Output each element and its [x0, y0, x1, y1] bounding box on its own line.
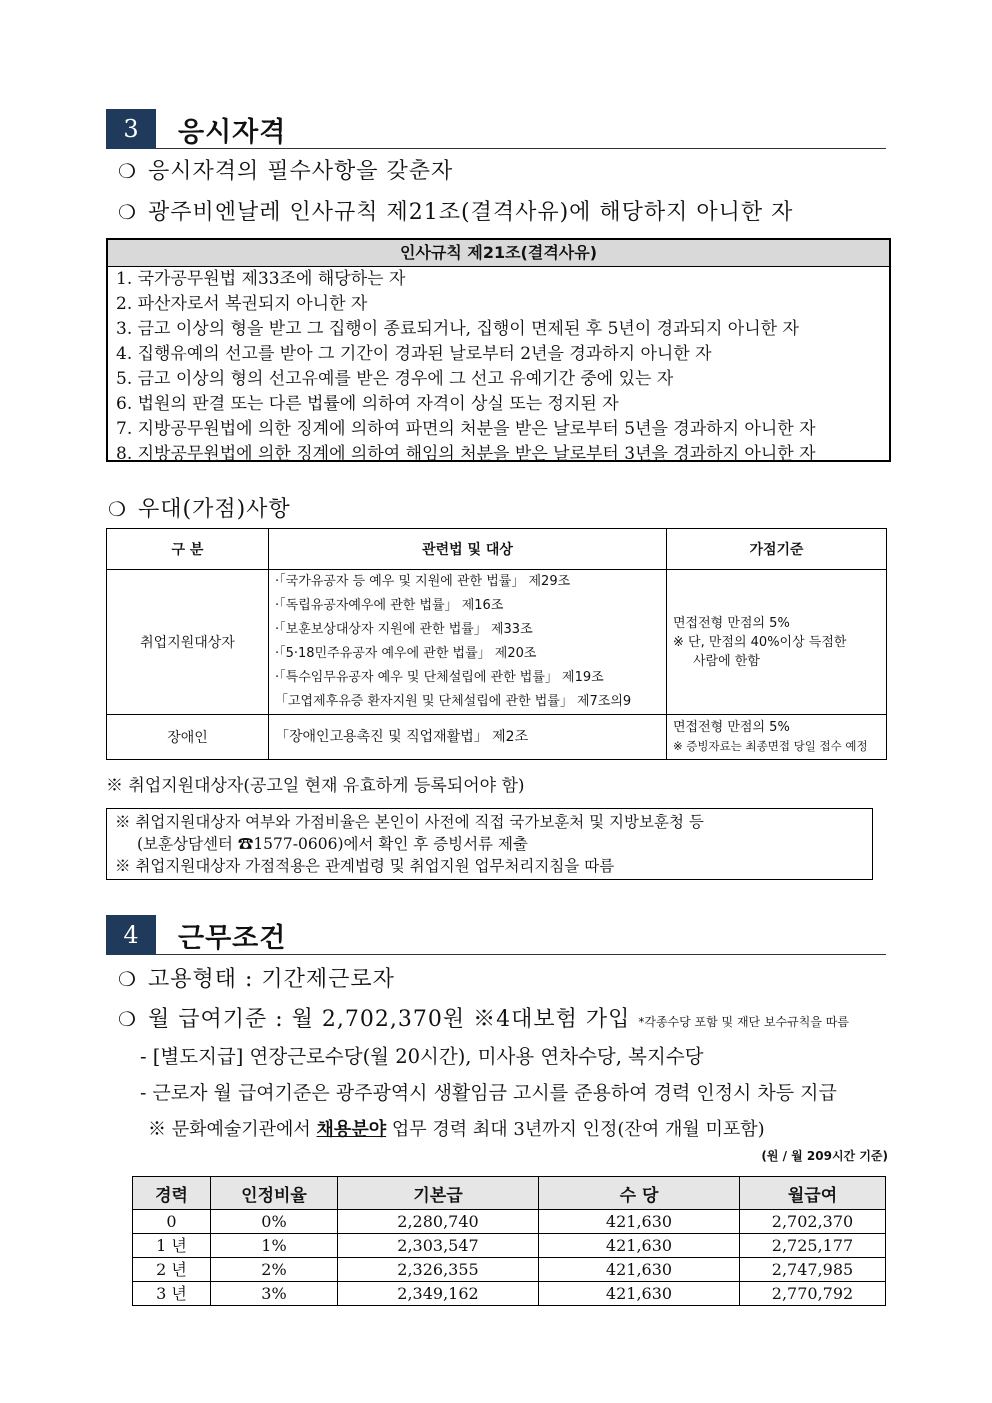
law-line: ·「독립유공자예우에 관한 법률」 제16조	[275, 598, 504, 613]
cell-monthly: 2,702,370	[740, 1210, 886, 1234]
pay-header-base: 기본급	[338, 1177, 539, 1210]
section-3-underline	[156, 148, 886, 149]
table-row	[133, 1282, 886, 1306]
notice-line: (보훈상담센터 ☎1577-0606)에서 확인 후 증빙서류 제출	[137, 835, 528, 853]
salary-bullet	[118, 1002, 849, 1033]
law-line: 「고엽제후유증 환자지원 및 단체설립에 관한 법률」 제7조의9	[275, 694, 632, 709]
standard-note: ※ 증빙자료는 최종면접 당일 접수 예정	[673, 739, 868, 753]
pay-table	[132, 1176, 886, 1306]
section-4-number: 4	[106, 915, 156, 955]
bullet-text: 응시자격의 필수사항을 갖춘자	[148, 159, 454, 184]
cell-ratio: 1%	[211, 1234, 338, 1258]
career-note-before: ※ 문화예술기관에서	[148, 1119, 317, 1140]
cell-monthly: 2,725,177	[740, 1234, 886, 1258]
bullet-circle-icon: ❍	[118, 159, 137, 183]
career-note-line	[148, 1115, 765, 1141]
cell-career: 3 년	[133, 1282, 211, 1306]
notice-line: ※ 취업지원대상자 여부와 가점비율은 본인이 사전에 직접 국가보훈처 및 지방보훈청 등	[115, 813, 704, 831]
salary-text: 월 급여기준 : 월 2,702,370원 ※4대보험 가입	[148, 1007, 631, 1032]
cell-ratio: 3%	[211, 1282, 338, 1306]
salary-small-note: *각종수당 포함 및 재단 보수규칙을 따름	[638, 1015, 849, 1029]
pref-category-disabled: 장애인	[107, 715, 269, 760]
rule-item: 7. 지방공무원법에 의한 징계에 의하여 파면의 처분을 받은 날로부터 5년을 경과하지 아니한 자	[116, 419, 816, 439]
pref-category-veterans: 취업지원대상자	[107, 570, 269, 715]
cell-base: 2,326,355	[338, 1258, 539, 1282]
preference-heading-text: 우대(가점)사항	[138, 497, 291, 522]
pref-header-standard: 가점기준	[667, 529, 887, 570]
law-line: ·「5·18민주유공자 예우에 관한 법률」 제20조	[275, 646, 537, 661]
preference-heading	[108, 492, 291, 523]
standard-text: 면접전형 만점의 5%	[673, 720, 790, 735]
unit-note: (원 / 월 209시간 기준)	[761, 1149, 888, 1163]
cell-monthly: 2,770,792	[740, 1282, 886, 1306]
standard-note: ※ 단, 만점의 40%이상 득점한	[673, 634, 847, 650]
bullet-circle-icon: ❍	[118, 200, 137, 224]
pay-header-allowance: 수 당	[539, 1177, 740, 1210]
cell-ratio: 0%	[211, 1210, 338, 1234]
standard-note: 사람에 한함	[693, 653, 760, 669]
pay-header-career: 경력	[133, 1177, 211, 1210]
cell-base: 2,303,547	[338, 1234, 539, 1258]
law-line: ·「특수임무유공자 예우 및 단체설립에 관한 법률」 제19조	[275, 670, 604, 685]
salary-basis-line: - 근로자 월 급여기준은 광주광역시 생활임금 고시를 준용하여 경력 인정시 차등 지급	[140, 1082, 837, 1104]
employment-type-text: 고용형태 : 기간제근로자	[148, 967, 395, 992]
cell-career: 2 년	[133, 1258, 211, 1282]
standard-text: 면접전형 만점의 5%	[673, 615, 790, 631]
cell-allowance: 421,630	[539, 1210, 740, 1234]
bullet-circle-icon: ❍	[118, 967, 137, 991]
pref-header-category: 구 분	[107, 529, 269, 570]
rules-title: 인사규칙 제21조(결격사유)	[108, 240, 889, 267]
pay-header-monthly: 월급여	[740, 1177, 886, 1210]
career-note-after: 업무 경력 최대 3년까지 인정(잔여 개월 미포함)	[386, 1119, 765, 1140]
pref-law-disabled: 「장애인고용촉진 및 직업재활법」 제2조	[269, 715, 667, 760]
rules-list	[108, 267, 889, 467]
cell-base: 2,349,162	[338, 1282, 539, 1306]
table-row	[133, 1210, 886, 1234]
disqualification-rules-box	[106, 238, 891, 462]
bullet-circle-icon: ❍	[118, 1007, 137, 1031]
section-3-title: 응시자격	[178, 117, 287, 148]
rule-item: 3. 금고 이상의 형을 받고 그 집행이 종료되거나, 집행이 면제된 후 5년이 경과되지 아니한 자	[116, 319, 799, 339]
pref-laws-veterans	[269, 570, 667, 715]
preference-table	[106, 528, 887, 760]
eligibility-bullet-1	[118, 154, 453, 185]
bullet-text: 광주비엔날레 인사규칙 제21조(결격사유)에 해당하지 아니한 자	[148, 200, 794, 225]
table-row	[133, 1234, 886, 1258]
veterans-footnote: ※ 취업지원대상자(공고일 현재 유효하게 등록되어야 함)	[106, 776, 525, 796]
cell-monthly: 2,747,985	[740, 1258, 886, 1282]
cell-ratio: 2%	[211, 1258, 338, 1282]
rule-item: 1. 국가공무원법 제33조에 해당하는 자	[116, 269, 406, 289]
pref-standard-disabled	[667, 715, 887, 760]
pref-header-law: 관련법 및 대상	[269, 529, 667, 570]
rule-item: 5. 금고 이상의 형의 선고유예를 받은 경우에 그 선고 유예기간 중에 있는 자	[116, 369, 674, 389]
cell-base: 2,280,740	[338, 1210, 539, 1234]
veterans-notice-box	[106, 808, 873, 880]
extra-pay-line: - [별도지급] 연장근로수당(월 20시간), 미사용 연차수당, 복지수당	[140, 1045, 704, 1068]
cell-allowance: 421,630	[539, 1282, 740, 1306]
cell-allowance: 421,630	[539, 1234, 740, 1258]
cell-career: 0	[133, 1210, 211, 1234]
rule-item: 2. 파산자로서 복권되지 아니한 자	[116, 294, 368, 314]
section-4-underline	[156, 954, 886, 955]
bullet-circle-icon: ❍	[108, 497, 127, 521]
rule-item: 6. 법원의 판결 또는 다른 법률에 의하여 자격이 상실 또는 정지된 자	[116, 394, 619, 414]
law-line: ·「국가유공자 등 예우 및 지원에 관한 법률」 제29조	[275, 574, 571, 589]
cell-allowance: 421,630	[539, 1258, 740, 1282]
pref-standard-veterans	[667, 570, 887, 715]
table-row	[133, 1258, 886, 1282]
career-note-emphasis: 채용분야	[316, 1119, 387, 1140]
notice-line: ※ 취업지원대상자 가점적용은 관계법령 및 취업지원 업무처리지침을 따름	[115, 857, 615, 875]
employment-type-bullet	[118, 962, 395, 993]
pay-header-ratio: 인정비율	[211, 1177, 338, 1210]
eligibility-bullet-2	[118, 195, 793, 226]
rule-item: 4. 집행유예의 선고를 받아 그 기간이 경과된 날로부터 2년을 경과하지 아니한 자	[116, 344, 712, 364]
law-line: ·「보훈보상대상자 지원에 관한 법률」 제33조	[275, 622, 533, 637]
cell-career: 1 년	[133, 1234, 211, 1258]
rule-item: 8. 지방공무원법에 의한 징계에 의하여 해임의 처분을 받은 날로부터 3년을 경과하지 아니한 자	[116, 444, 816, 464]
section-3-number: 3	[106, 109, 156, 149]
section-4-title: 근무조건	[178, 923, 287, 954]
